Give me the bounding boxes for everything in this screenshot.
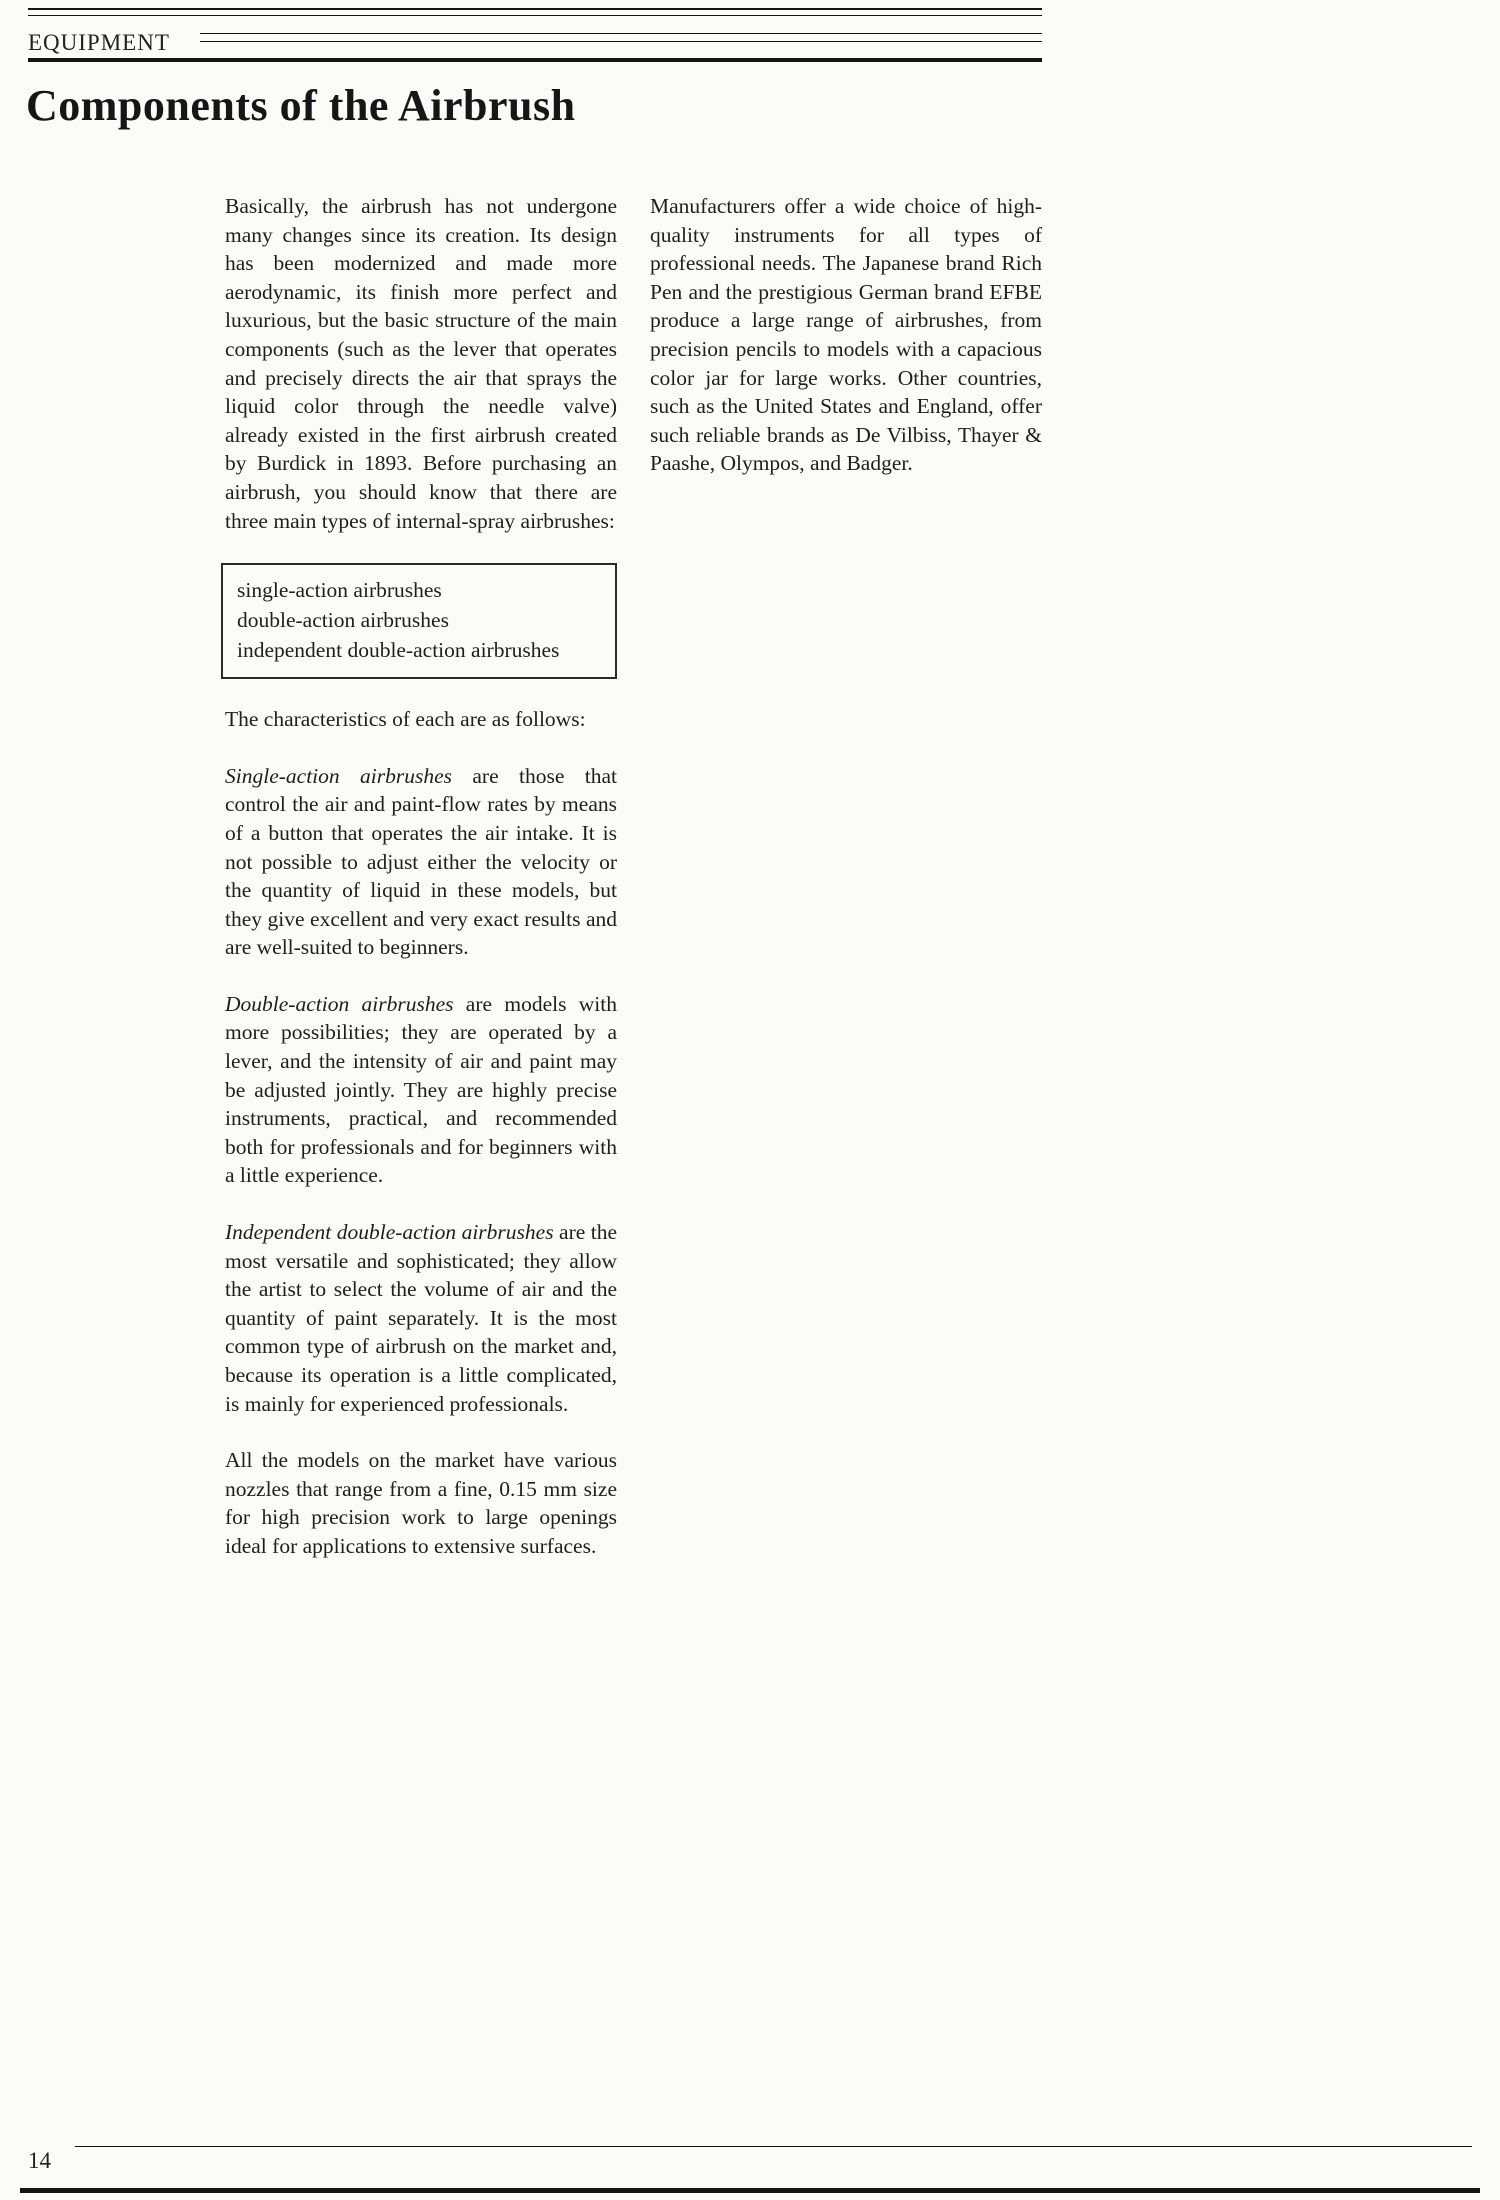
page-number: 14 xyxy=(28,2148,51,2173)
paragraph-text: are models with more possibilities; they are operated by a lever, and the intensity of air and paint may be adjusted jointly. They are highly precise instruments, practical, and recommended both for professionals and for beginners with a little experience. xyxy=(225,991,617,1188)
paragraph-lead: Single-action airbrushes xyxy=(225,763,452,788)
paragraph-text: are the most versatile and sophisticated; they allow the artist to select the volume of air and the quantity of paint separately. It is the most common type of airbrush on the market and, because its operation is a little complicated, is mainly for experienced professionals. xyxy=(225,1220,617,1416)
paragraph-single-action xyxy=(225,762,617,962)
type-box-item: single-action airbrushes xyxy=(237,578,442,603)
intro-paragraph: Basically, the airbrush has not undergone many changes since its creation. Its design has been modernized and made more aerodynamic, its finish more perfect and luxurious, but the basic structure of the main components (such as the lever that operates and precisely directs the air that sprays the liquid color through the needle valve) already existed in the first airbrush created by Burdick in 1893. Before purchasing an airbrush, you should know that there are three main types of internal-spray airbrushes: xyxy=(225,194,617,533)
right-column xyxy=(650,192,1042,506)
page-title: Components of the Airbrush xyxy=(26,81,576,130)
top-rule-1 xyxy=(28,8,1042,10)
paragraph-independent-double-action xyxy=(225,1218,617,1418)
paragraph-nozzles xyxy=(225,1446,617,1560)
airbrush-types-box xyxy=(221,563,617,679)
manufacturers-paragraph: Manufacturers offer a wide choice of high-quality instruments for all types of professional needs. The Japanese brand Rich Pen and the prestigious German brand EFBE produce a large range of airbrushes, from precision pencils to models with a capacious color jar for large works. Other countries, such as the United States and England, offer such reliable brands as De Vilbiss, Thayer & Paashe, Olympos, and Badger. xyxy=(650,194,1042,476)
paragraph-lead: Double-action airbrushes xyxy=(225,991,454,1016)
footer-rule-thin xyxy=(75,2146,1472,2147)
left-column xyxy=(225,192,617,1589)
header-side-rule-1 xyxy=(200,33,1042,34)
paragraph-lead: Independent double-action airbrushes xyxy=(225,1220,554,1245)
paragraph-double-action xyxy=(225,990,617,1190)
footer-rule-thick xyxy=(20,2188,1480,2193)
top-rule-2 xyxy=(28,15,1042,16)
paragraph-text: are those that control the air and paint-flow rates by means of a button that operates the air intake. It is not possible to adjust either the velocity or the quantity of liquid in these models, but they give excellent and very exact results and are well-suited to beginners. xyxy=(225,763,617,960)
type-box-item: independent double-action airbrushes xyxy=(237,638,560,663)
paragraph-text: All the models on the market have various nozzles that range from a fine, 0.15 mm size for high precision work to large openings ideal for applications to extensive surfaces. xyxy=(225,1448,617,1558)
section-header: EQUIPMENT xyxy=(28,30,170,55)
header-thick-rule xyxy=(28,58,1042,62)
header-side-rule-2 xyxy=(200,41,1042,42)
type-box-item: double-action airbrushes xyxy=(237,608,449,633)
follows-line: The characteristics of each are as follows: xyxy=(225,707,586,732)
